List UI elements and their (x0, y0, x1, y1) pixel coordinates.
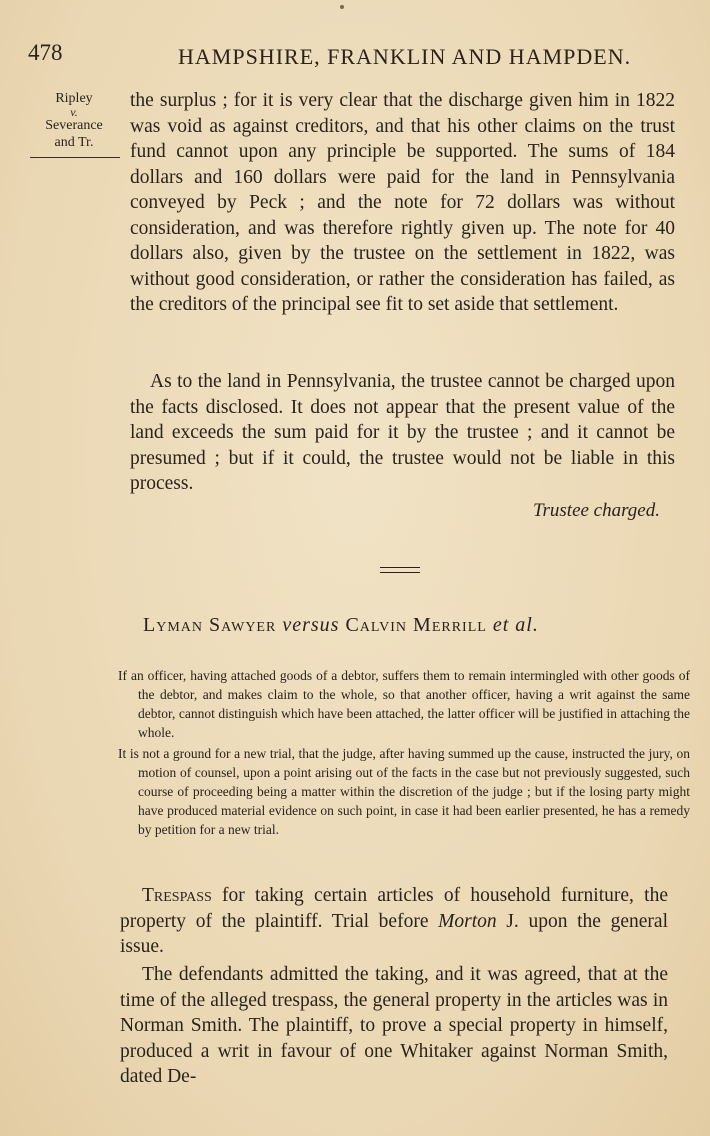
paragraph-1: the surplus ; for it is very clear that the discharge given him in 1822 was void as against creditors, and that his other claims on the trust fund cannot upon any principle be supported. The sums of 184 dollars and 160 dollars were paid for the land in Pennsylvania conveyed by Peck ; and the note for 72 dollars was without consideration, and was therefore rightly given up. The note for 40 dollars also, given by the trustee on the settlement in 1822, was without good consideration, or rather the consideration has failed, as the creditors of the principal see fit to set aside that settlement. (130, 90, 675, 315)
margin-line-3: Severance (45, 118, 103, 133)
paragraph-3-text-a: for taking certain articles of household furniture, the property of the plaintiff. Trial before (120, 885, 668, 932)
paragraph-3-lead: Trespass (142, 885, 212, 906)
margin-line-1: Ripley (55, 91, 93, 106)
judgment-signoff: Trustee charged. (532, 500, 660, 521)
margin-line-2: v. (70, 105, 78, 119)
paragraph-3 (120, 883, 668, 960)
margin-rule (30, 157, 120, 158)
paragraph-3-text-b: J. upon the general issue. (120, 910, 668, 957)
paragraph-4: The defendants admitted the taking, and it was agreed, that at the time of the alleged trespass, the general property in the articles was in Norman Smith. The plaintiff, to prove a special property in himself, produced a writ in favour of one Whitaker against Norman Smith, dated De- (120, 964, 668, 1087)
page-number: 478 (28, 40, 63, 65)
case-title (143, 614, 539, 637)
defendant-name: Calvin Merrill (345, 614, 487, 636)
margin-line-4: and Tr. (54, 135, 94, 150)
page-mark (340, 5, 344, 9)
headnote-1: If an officer, having attached goods of a debtor, suffers them to remain intermingled with other goods of the debtor, and makes claim to the whole, so that another officer, having a writ against the same debtor, cannot distinguish which have been attached, the latter officer will be justified in attaching the whole. (118, 668, 690, 740)
judge-name: Morton (438, 910, 497, 932)
margin-case-note (30, 90, 118, 158)
et-al: et al. (492, 614, 539, 636)
plaintiff-name: Lyman Sawyer (143, 614, 277, 636)
paragraph-2: As to the land in Pennsylvania, the trustee cannot be charged upon the facts disclosed. It does not appear that the present value of the land exceeds the sum paid for it by the trustee ; and it cannot be presumed ; but if it could, the trustee would not be liable in this process. (130, 371, 675, 494)
versus-word: versus (282, 614, 340, 636)
headnote-2: It is not a ground for a new trial, that the judge, after having summed up the cause, instructed the jury, on motion of counsel, upon a point arising out of the facts in the case but not previously suggested, such course of proceeding being a matter within the discretion of the judge ; but if the losing party might have produced material evidence on such point, in case it had been earlier presented, he has a remedy by petition for a new trial. (118, 746, 690, 837)
running-title: HAMPSHIRE, FRANKLIN AND HAMPDEN. (178, 44, 632, 69)
section-divider (380, 567, 420, 573)
